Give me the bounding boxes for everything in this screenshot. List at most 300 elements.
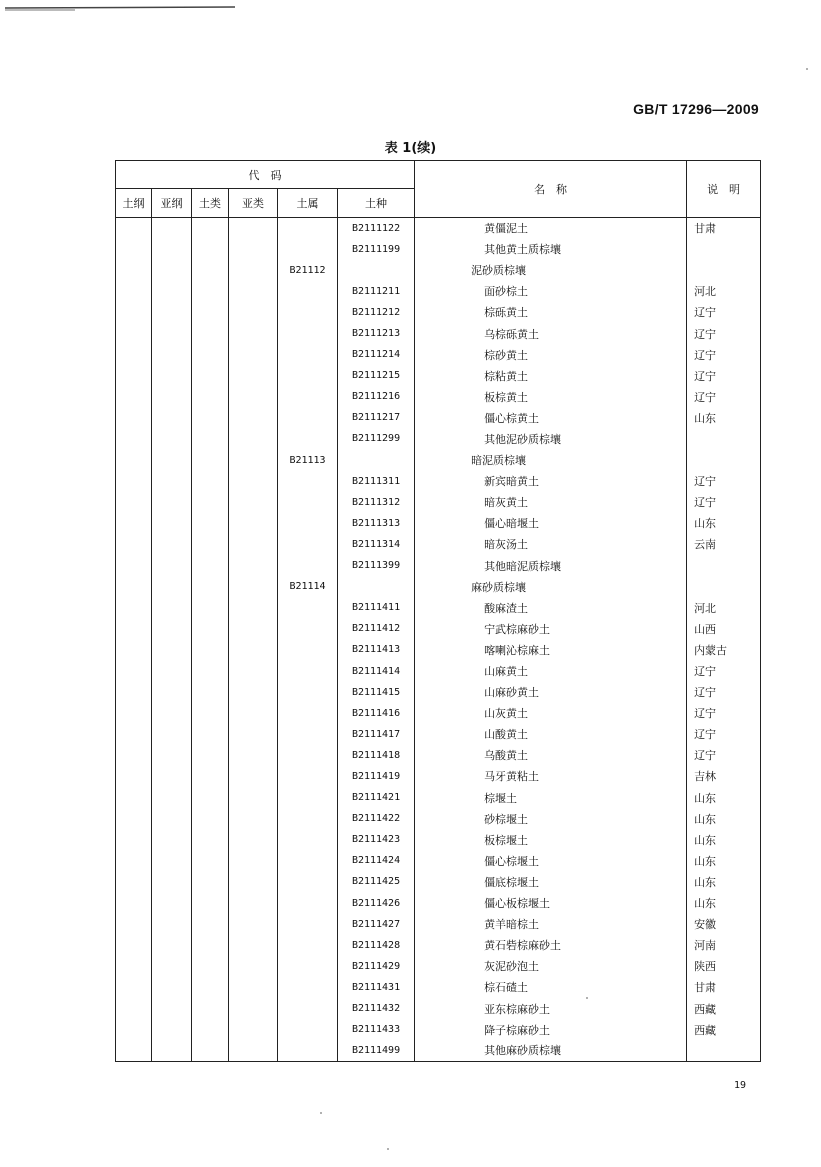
subgroup-cell (229, 555, 278, 576)
genus-code (278, 281, 338, 302)
page-number: 19 (734, 1080, 747, 1091)
suborder-cell (152, 871, 192, 892)
subgroup-cell (229, 935, 278, 956)
genus-code (278, 534, 338, 555)
table-row (116, 428, 761, 449)
suborder-cell (152, 302, 192, 323)
order-cell (116, 914, 152, 935)
group-cell (192, 745, 229, 766)
species-code: B2111215 (338, 365, 415, 386)
suborder-cell (152, 365, 192, 386)
note-cell (687, 450, 761, 471)
suborder-cell (152, 471, 192, 492)
group-cell (192, 407, 229, 428)
note-cell (687, 1040, 761, 1061)
suborder-cell (152, 956, 192, 977)
subgroup-cell (229, 618, 278, 639)
suborder-cell (152, 977, 192, 998)
group-cell (192, 323, 229, 344)
suborder-cell (152, 218, 192, 239)
species-code: B2111422 (338, 808, 415, 829)
species-code: B2111414 (338, 660, 415, 681)
species-code: B2111427 (338, 914, 415, 935)
species-code: B2111312 (338, 492, 415, 513)
order-cell (116, 471, 152, 492)
species-code: B2111412 (338, 618, 415, 639)
suborder-column-header: 亚纲 (152, 189, 192, 218)
genus-code (278, 914, 338, 935)
subgroup-cell (229, 914, 278, 935)
order-cell (116, 302, 152, 323)
soil-name: 黄僵泥土 (415, 218, 687, 239)
group-cell (192, 893, 229, 914)
order-cell (116, 344, 152, 365)
table-row (116, 471, 761, 492)
subgroup-cell (229, 977, 278, 998)
subgroup-cell (229, 407, 278, 428)
soil-name: 僵心暗堰土 (415, 513, 687, 534)
group-cell (192, 218, 229, 239)
suborder-cell (152, 281, 192, 302)
soil-name: 僵心棕堰土 (415, 850, 687, 871)
group-cell (192, 239, 229, 260)
group-cell (192, 281, 229, 302)
species-code: B2111424 (338, 850, 415, 871)
table-row (116, 977, 761, 998)
note-cell: 河北 (687, 281, 761, 302)
genus-code: B21114 (278, 576, 338, 597)
species-code: B2111425 (338, 871, 415, 892)
soil-name: 泥砂质棕壤 (415, 260, 687, 281)
note-cell: 山东 (687, 407, 761, 428)
subgroup-cell (229, 302, 278, 323)
species-code: B2111314 (338, 534, 415, 555)
order-cell (116, 534, 152, 555)
genus-code (278, 365, 338, 386)
group-cell (192, 428, 229, 449)
suborder-cell (152, 639, 192, 660)
suborder-cell (152, 808, 192, 829)
scan-artifact-line (5, 5, 235, 11)
suborder-cell (152, 935, 192, 956)
subgroup-cell (229, 281, 278, 302)
species-code: B2111432 (338, 998, 415, 1019)
suborder-cell (152, 513, 192, 534)
species-code: B2111429 (338, 956, 415, 977)
group-column-header: 土类 (192, 189, 229, 218)
order-cell (116, 618, 152, 639)
note-cell (687, 239, 761, 260)
subgroup-cell (229, 471, 278, 492)
subgroup-cell (229, 808, 278, 829)
soil-name: 黄石砦棕麻砂土 (415, 935, 687, 956)
note-cell: 西藏 (687, 1019, 761, 1040)
genus-code (278, 1040, 338, 1061)
note-cell: 甘肃 (687, 218, 761, 239)
group-cell (192, 576, 229, 597)
species-code: B2111423 (338, 829, 415, 850)
group-cell (192, 850, 229, 871)
suborder-cell (152, 787, 192, 808)
suborder-cell (152, 703, 192, 724)
genus-code (278, 407, 338, 428)
order-cell (116, 682, 152, 703)
genus-code (278, 850, 338, 871)
suborder-cell (152, 239, 192, 260)
species-code: B2111417 (338, 724, 415, 745)
genus-code (278, 428, 338, 449)
subgroup-cell (229, 386, 278, 407)
note-cell: 河南 (687, 935, 761, 956)
species-code: B2111419 (338, 766, 415, 787)
note-cell: 云南 (687, 534, 761, 555)
species-code: B2111499 (338, 1040, 415, 1061)
soil-name: 棕砂黄土 (415, 344, 687, 365)
table-row (116, 914, 761, 935)
group-cell (192, 956, 229, 977)
soil-name: 棕堰土 (415, 787, 687, 808)
subgroup-cell (229, 660, 278, 681)
suborder-cell (152, 407, 192, 428)
group-cell (192, 703, 229, 724)
order-cell (116, 1040, 152, 1061)
scan-speck (586, 997, 588, 999)
subgroup-cell (229, 260, 278, 281)
order-cell (116, 597, 152, 618)
soil-name: 山酸黄土 (415, 724, 687, 745)
note-cell: 安徽 (687, 914, 761, 935)
table-row (116, 576, 761, 597)
suborder-cell (152, 344, 192, 365)
table-row (116, 218, 761, 239)
table-row (116, 724, 761, 745)
name-column-header: 名 称 (415, 161, 687, 218)
order-cell (116, 513, 152, 534)
suborder-cell (152, 260, 192, 281)
subgroup-cell (229, 787, 278, 808)
scan-speck (387, 1148, 389, 1150)
species-code: B2111122 (338, 218, 415, 239)
table-row (116, 260, 761, 281)
table-row (116, 618, 761, 639)
code-group-header: 代 码 (116, 161, 415, 189)
note-cell: 西藏 (687, 998, 761, 1019)
note-cell (687, 576, 761, 597)
species-code: B2111199 (338, 239, 415, 260)
suborder-cell (152, 597, 192, 618)
subgroup-cell (229, 893, 278, 914)
standard-code: GB/T 17296—2009 (633, 101, 759, 117)
genus-code (278, 618, 338, 639)
note-cell: 辽宁 (687, 302, 761, 323)
group-cell (192, 534, 229, 555)
subgroup-cell (229, 829, 278, 850)
suborder-cell (152, 450, 192, 471)
genus-code (278, 724, 338, 745)
genus-code (278, 1019, 338, 1040)
subgroup-cell (229, 871, 278, 892)
species-code: B2111213 (338, 323, 415, 344)
soil-name: 板棕黄土 (415, 386, 687, 407)
species-code (338, 576, 415, 597)
order-cell (116, 935, 152, 956)
table-row (116, 1040, 761, 1061)
subgroup-cell (229, 998, 278, 1019)
subgroup-cell (229, 344, 278, 365)
species-code: B2111399 (338, 555, 415, 576)
suborder-cell (152, 428, 192, 449)
group-cell (192, 492, 229, 513)
soil-name: 僵心板棕堰土 (415, 893, 687, 914)
soil-name: 暗灰汤土 (415, 534, 687, 555)
group-cell (192, 998, 229, 1019)
genus-code (278, 218, 338, 239)
note-cell: 山东 (687, 829, 761, 850)
soil-name: 山麻砂黄土 (415, 682, 687, 703)
suborder-cell (152, 998, 192, 1019)
genus-code (278, 956, 338, 977)
suborder-cell (152, 386, 192, 407)
order-cell (116, 998, 152, 1019)
group-cell (192, 1019, 229, 1040)
soil-name: 其他暗泥质棕壤 (415, 555, 687, 576)
genus-code (278, 766, 338, 787)
soil-name: 亚东棕麻砂土 (415, 998, 687, 1019)
soil-name: 其他麻砂质棕壤 (415, 1040, 687, 1061)
species-code: B2111428 (338, 935, 415, 956)
soil-name: 乌棕砾黄土 (415, 323, 687, 344)
subgroup-cell (229, 239, 278, 260)
species-code: B2111418 (338, 745, 415, 766)
genus-code (278, 597, 338, 618)
genus-code: B21113 (278, 450, 338, 471)
order-cell (116, 239, 152, 260)
group-cell (192, 344, 229, 365)
note-cell: 辽宁 (687, 471, 761, 492)
genus-code (278, 745, 338, 766)
subgroup-cell (229, 365, 278, 386)
genus-code (278, 344, 338, 365)
table-row (116, 1019, 761, 1040)
group-cell (192, 808, 229, 829)
species-code: B2111415 (338, 682, 415, 703)
note-cell: 辽宁 (687, 682, 761, 703)
subgroup-cell (229, 703, 278, 724)
group-cell (192, 513, 229, 534)
table-row (116, 893, 761, 914)
species-code: B2111421 (338, 787, 415, 808)
genus-code (278, 893, 338, 914)
suborder-cell (152, 323, 192, 344)
soil-name: 棕粘黄土 (415, 365, 687, 386)
order-cell (116, 787, 152, 808)
note-cell (687, 428, 761, 449)
order-cell (116, 745, 152, 766)
order-cell (116, 555, 152, 576)
subgroup-cell (229, 1040, 278, 1061)
suborder-cell (152, 534, 192, 555)
suborder-cell (152, 682, 192, 703)
table-row (116, 555, 761, 576)
species-code: B2111299 (338, 428, 415, 449)
group-cell (192, 682, 229, 703)
genus-code (278, 871, 338, 892)
species-code: B2111313 (338, 513, 415, 534)
genus-code (278, 787, 338, 808)
note-cell: 辽宁 (687, 492, 761, 513)
table-row (116, 407, 761, 428)
note-cell: 山东 (687, 808, 761, 829)
soil-name: 酸麻渣土 (415, 597, 687, 618)
group-cell (192, 977, 229, 998)
order-cell (116, 829, 152, 850)
note-cell: 辽宁 (687, 660, 761, 681)
subgroup-cell (229, 218, 278, 239)
genus-column-header: 土属 (278, 189, 338, 218)
soil-name: 灰泥砂泡土 (415, 956, 687, 977)
order-cell (116, 1019, 152, 1040)
group-cell (192, 914, 229, 935)
note-column-header: 说 明 (687, 161, 761, 218)
soil-name: 棕石碴土 (415, 977, 687, 998)
table-row (116, 660, 761, 681)
order-cell (116, 576, 152, 597)
order-cell (116, 323, 152, 344)
table-row (116, 871, 761, 892)
table-row (116, 386, 761, 407)
table-row (116, 850, 761, 871)
order-cell (116, 639, 152, 660)
order-cell (116, 660, 152, 681)
species-code: B2111214 (338, 344, 415, 365)
species-column-header: 土种 (338, 189, 415, 218)
suborder-cell (152, 766, 192, 787)
note-cell: 辽宁 (687, 323, 761, 344)
soil-name: 面砂棕土 (415, 281, 687, 302)
genus-code (278, 682, 338, 703)
suborder-cell (152, 1019, 192, 1040)
order-cell (116, 703, 152, 724)
table-row (116, 450, 761, 471)
order-cell (116, 724, 152, 745)
subgroup-cell (229, 597, 278, 618)
table-row (116, 639, 761, 660)
note-cell: 辽宁 (687, 703, 761, 724)
genus-code (278, 302, 338, 323)
table-row (116, 703, 761, 724)
table-row (116, 935, 761, 956)
subgroup-cell (229, 428, 278, 449)
note-cell: 陕西 (687, 956, 761, 977)
note-cell: 山东 (687, 787, 761, 808)
suborder-cell (152, 829, 192, 850)
genus-code (278, 555, 338, 576)
species-code: B2111426 (338, 893, 415, 914)
group-cell (192, 1040, 229, 1061)
species-code: B2111216 (338, 386, 415, 407)
note-cell: 山东 (687, 871, 761, 892)
soil-name: 暗泥质棕壤 (415, 450, 687, 471)
species-code: B2111411 (338, 597, 415, 618)
scan-speck (806, 68, 808, 70)
subgroup-cell (229, 576, 278, 597)
group-cell (192, 597, 229, 618)
genus-code (278, 492, 338, 513)
soil-name: 降子棕麻砂土 (415, 1019, 687, 1040)
note-cell: 吉林 (687, 766, 761, 787)
table-row (116, 956, 761, 977)
table-row (116, 597, 761, 618)
subgroup-cell (229, 450, 278, 471)
soil-name: 麻砂质棕壤 (415, 576, 687, 597)
group-cell (192, 871, 229, 892)
species-code: B2111416 (338, 703, 415, 724)
soil-name: 暗灰黄土 (415, 492, 687, 513)
group-cell (192, 260, 229, 281)
suborder-cell (152, 1040, 192, 1061)
table-row (116, 829, 761, 850)
group-cell (192, 618, 229, 639)
group-cell (192, 660, 229, 681)
order-column-header: 土纲 (116, 189, 152, 218)
genus-code (278, 977, 338, 998)
species-code: B2111211 (338, 281, 415, 302)
note-cell: 山东 (687, 513, 761, 534)
soil-name: 僵底棕堰土 (415, 871, 687, 892)
soil-name: 板棕堰土 (415, 829, 687, 850)
table-row (116, 365, 761, 386)
order-cell (116, 850, 152, 871)
note-cell: 山东 (687, 850, 761, 871)
suborder-cell (152, 660, 192, 681)
soil-name: 乌酸黄土 (415, 745, 687, 766)
group-cell (192, 639, 229, 660)
order-cell (116, 407, 152, 428)
suborder-cell (152, 745, 192, 766)
genus-code (278, 935, 338, 956)
soil-name: 喀喇沁棕麻土 (415, 639, 687, 660)
note-cell: 辽宁 (687, 724, 761, 745)
genus-code: B21112 (278, 260, 338, 281)
table-row (116, 302, 761, 323)
order-cell (116, 386, 152, 407)
soil-classification-table (115, 160, 761, 1062)
group-cell (192, 829, 229, 850)
species-code: B2111217 (338, 407, 415, 428)
subgroup-cell (229, 745, 278, 766)
note-cell: 辽宁 (687, 365, 761, 386)
order-cell (116, 956, 152, 977)
table-row (116, 281, 761, 302)
soil-name: 新宾暗黄土 (415, 471, 687, 492)
group-cell (192, 471, 229, 492)
order-cell (116, 428, 152, 449)
note-cell: 甘肃 (687, 977, 761, 998)
species-code (338, 450, 415, 471)
species-code: B2111413 (338, 639, 415, 660)
group-cell (192, 766, 229, 787)
species-code: B2111311 (338, 471, 415, 492)
scan-speck (320, 1112, 322, 1114)
note-cell: 辽宁 (687, 386, 761, 407)
suborder-cell (152, 893, 192, 914)
order-cell (116, 977, 152, 998)
table-row (116, 323, 761, 344)
note-cell (687, 260, 761, 281)
soil-name: 黄羊暗棕土 (415, 914, 687, 935)
soil-name: 马牙黄粘土 (415, 766, 687, 787)
subgroup-cell (229, 639, 278, 660)
